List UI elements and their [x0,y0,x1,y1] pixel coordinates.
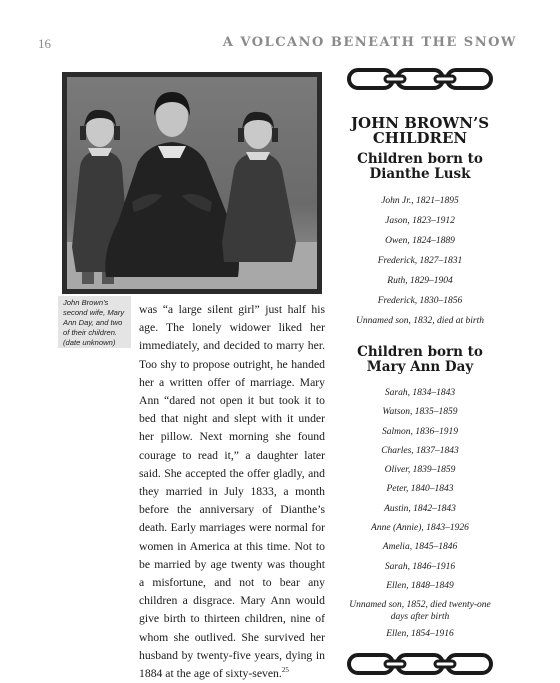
children-list-dianthe [343,191,497,331]
body-paragraph [139,301,325,683]
list-item: Sarah, 1846–1916 [384,561,456,572]
children-sidebar [343,66,497,677]
list-item: Ruth, 1829–1904 [387,276,453,286]
group-heading-mary-ann: Children born to Mary Ann Day [357,344,483,375]
list-item: Frederick, 1827–1831 [377,256,463,266]
list-item: Unnamed son, 1832, died at birth [356,316,484,326]
footnote-marker: 25 [281,666,289,675]
body-text: was “a large silent girl” just half his age. The lonely widower liked her immediately, and decided to marry her. Too shy to propose outright, he handed her a written offer of marriage. Mary Ann “dared not open it but took it to bed that night and slept with it under her pillow. Next morning she found courage to read it,” a daughter later said. She accepted the offer gladly, and they married in July 1833, a month before the anniversary of Dianthe’s death. Early marriages were normal for women in America at this time. Not to be married by age twenty was thought a misfortune, and not to bear any children a disgrace. Mary Ann would give birth to thirteen children, nine of whom she outlived. She survived her husband by twenty-five years, dying in 1884 at the age of sixty-seven. [139,303,325,681]
children-list-mary-ann [343,384,497,645]
page-number: 16 [38,36,51,51]
list-item: Anne (Annie), 1843–1926 [371,523,469,534]
list-item: John Jr., 1821–1895 [381,196,459,206]
list-item: Amelia, 1845–1846 [382,542,458,553]
list-item: Owen, 1824–1889 [385,236,455,246]
list-item: Sarah, 1834–1843 [384,388,456,398]
family-photograph [62,72,322,294]
list-item: Austin, 1842–1843 [384,503,456,514]
chain-ornament-top [347,66,493,92]
photo-caption: John Brown's second wife, Mary Ann Day, and two of their children. (date unknown) [58,296,131,348]
list-item: Charles, 1837–1843 [381,445,459,456]
list-item: Ellen, 1848–1849 [386,580,454,591]
group-heading-dianthe: Children born to Dianthe Lusk [357,151,483,182]
list-item: Frederick, 1830–1856 [377,296,463,306]
list-item: Unnamed son, 1852, died twenty-one days after birth [349,600,491,623]
running-head: A VOLCANO BENEATH THE SNOW [222,35,517,50]
list-item: Ellen, 1854–1916 [386,629,454,640]
chain-ornament-bottom [347,651,493,677]
list-item: Oliver, 1839–1859 [384,465,456,476]
list-item: Peter, 1840–1843 [386,484,454,495]
list-item: Salmon, 1836–1919 [382,426,458,437]
list-item: Jason, 1823–1912 [385,216,455,226]
sidebar-title: JOHN BROWN’S CHILDREN [350,114,490,147]
list-item: Watson, 1835–1859 [382,407,458,418]
